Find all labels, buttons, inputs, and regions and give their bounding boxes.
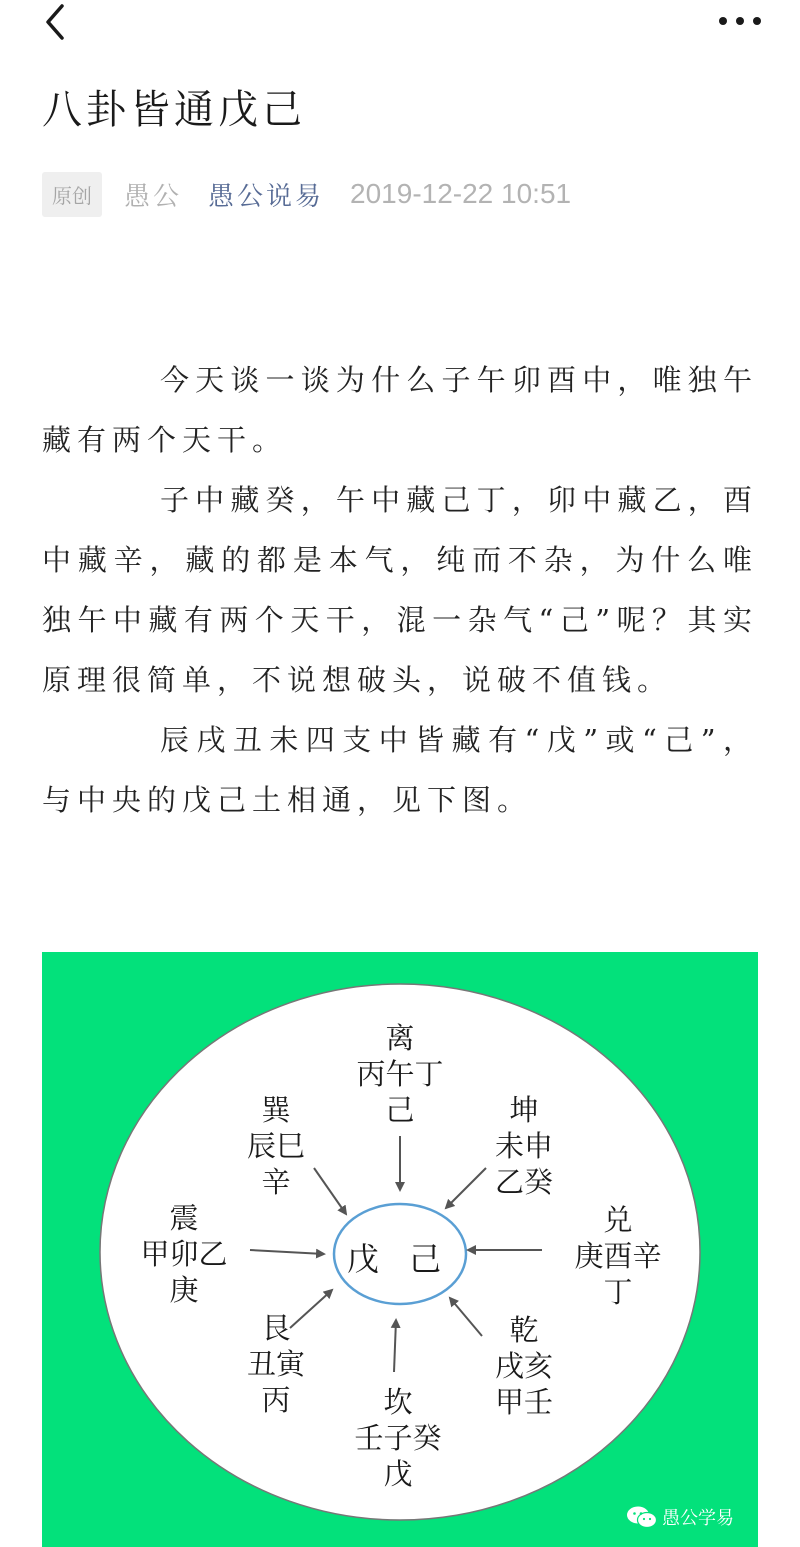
trigram-dui bbox=[548, 1202, 688, 1310]
trigram-name: 震 bbox=[169, 1201, 199, 1235]
article-title: 八卦皆通戊己 bbox=[42, 87, 306, 133]
trigram-branches: 丑寅 bbox=[246, 1347, 305, 1381]
trigram-name: 离 bbox=[385, 1021, 415, 1055]
trigram-branches: 壬子癸 bbox=[354, 1421, 442, 1455]
trigram-stem: 戊 bbox=[383, 1457, 413, 1491]
paragraph: 子中藏癸，午中藏己丁，卯中藏乙，酉中藏辛，藏的都是本气，纯而不杂，为什么唯独午中藏有两个天干，混一杂气“己”呢？其实原理很简单，不说想破头，说破不值钱。 bbox=[42, 483, 758, 697]
trigram-branches: 甲卯乙 bbox=[140, 1237, 228, 1271]
original-badge: 原创 bbox=[42, 172, 102, 217]
paragraph: 今天谈一谈为什么子午卯酉中，唯独午藏有两个天干。 bbox=[42, 363, 758, 457]
bagua-diagram[interactable] bbox=[42, 952, 758, 1547]
author-name: 愚公 bbox=[124, 181, 183, 212]
trigram-stem: 己 bbox=[385, 1093, 415, 1127]
center-wuji: 戊 己 bbox=[346, 1240, 452, 1278]
trigram-branches: 戌亥 bbox=[494, 1349, 553, 1383]
paragraph: 辰戌丑未四支中皆藏有“戊”或“己”，与中央的戊己土相通，见下图。 bbox=[42, 723, 758, 817]
trigram-name: 艮 bbox=[261, 1311, 291, 1345]
watermark bbox=[626, 1504, 734, 1530]
trigram-stem: 甲壬 bbox=[494, 1385, 553, 1419]
trigram-branches: 未申 bbox=[494, 1129, 553, 1163]
account-link[interactable]: 愚公说易 bbox=[208, 181, 325, 212]
chevron-left-icon bbox=[36, 0, 76, 44]
publish-date: 2019-12-22 10:51 bbox=[350, 178, 572, 209]
trigram-li bbox=[330, 1020, 470, 1128]
back-button[interactable] bbox=[36, 0, 76, 44]
trigram-stem: 辛 bbox=[261, 1165, 291, 1199]
trigram-stem: 丙 bbox=[261, 1383, 291, 1417]
trigram-name: 兑 bbox=[603, 1203, 633, 1237]
trigram-name: 巽 bbox=[261, 1093, 291, 1127]
trigram-kan bbox=[328, 1384, 468, 1492]
top-nav-bar bbox=[0, 0, 800, 50]
more-options-button[interactable] bbox=[712, 8, 768, 34]
article-body bbox=[42, 350, 758, 830]
trigram-branches: 辰巳 bbox=[246, 1129, 305, 1163]
trigram-branches: 庚酉辛 bbox=[574, 1239, 662, 1273]
trigram-stem: 庚 bbox=[169, 1273, 199, 1307]
wechat-icon bbox=[626, 1505, 658, 1529]
article-meta bbox=[42, 172, 571, 216]
trigram-name: 坤 bbox=[509, 1093, 539, 1127]
trigram-qian bbox=[454, 1312, 594, 1420]
trigram-xun bbox=[206, 1092, 346, 1200]
trigram-stem: 丁 bbox=[603, 1275, 633, 1309]
trigram-gen bbox=[206, 1310, 346, 1418]
trigram-name: 乾 bbox=[509, 1313, 539, 1347]
trigram-zhen bbox=[114, 1200, 254, 1308]
trigram-branches: 丙午丁 bbox=[356, 1057, 444, 1091]
trigram-name: 坎 bbox=[383, 1385, 413, 1419]
trigram-stem: 乙癸 bbox=[494, 1165, 553, 1199]
more-dots-icon bbox=[712, 8, 768, 34]
trigram-kun bbox=[454, 1092, 594, 1200]
watermark-text: 愚公学易 bbox=[662, 1508, 734, 1529]
